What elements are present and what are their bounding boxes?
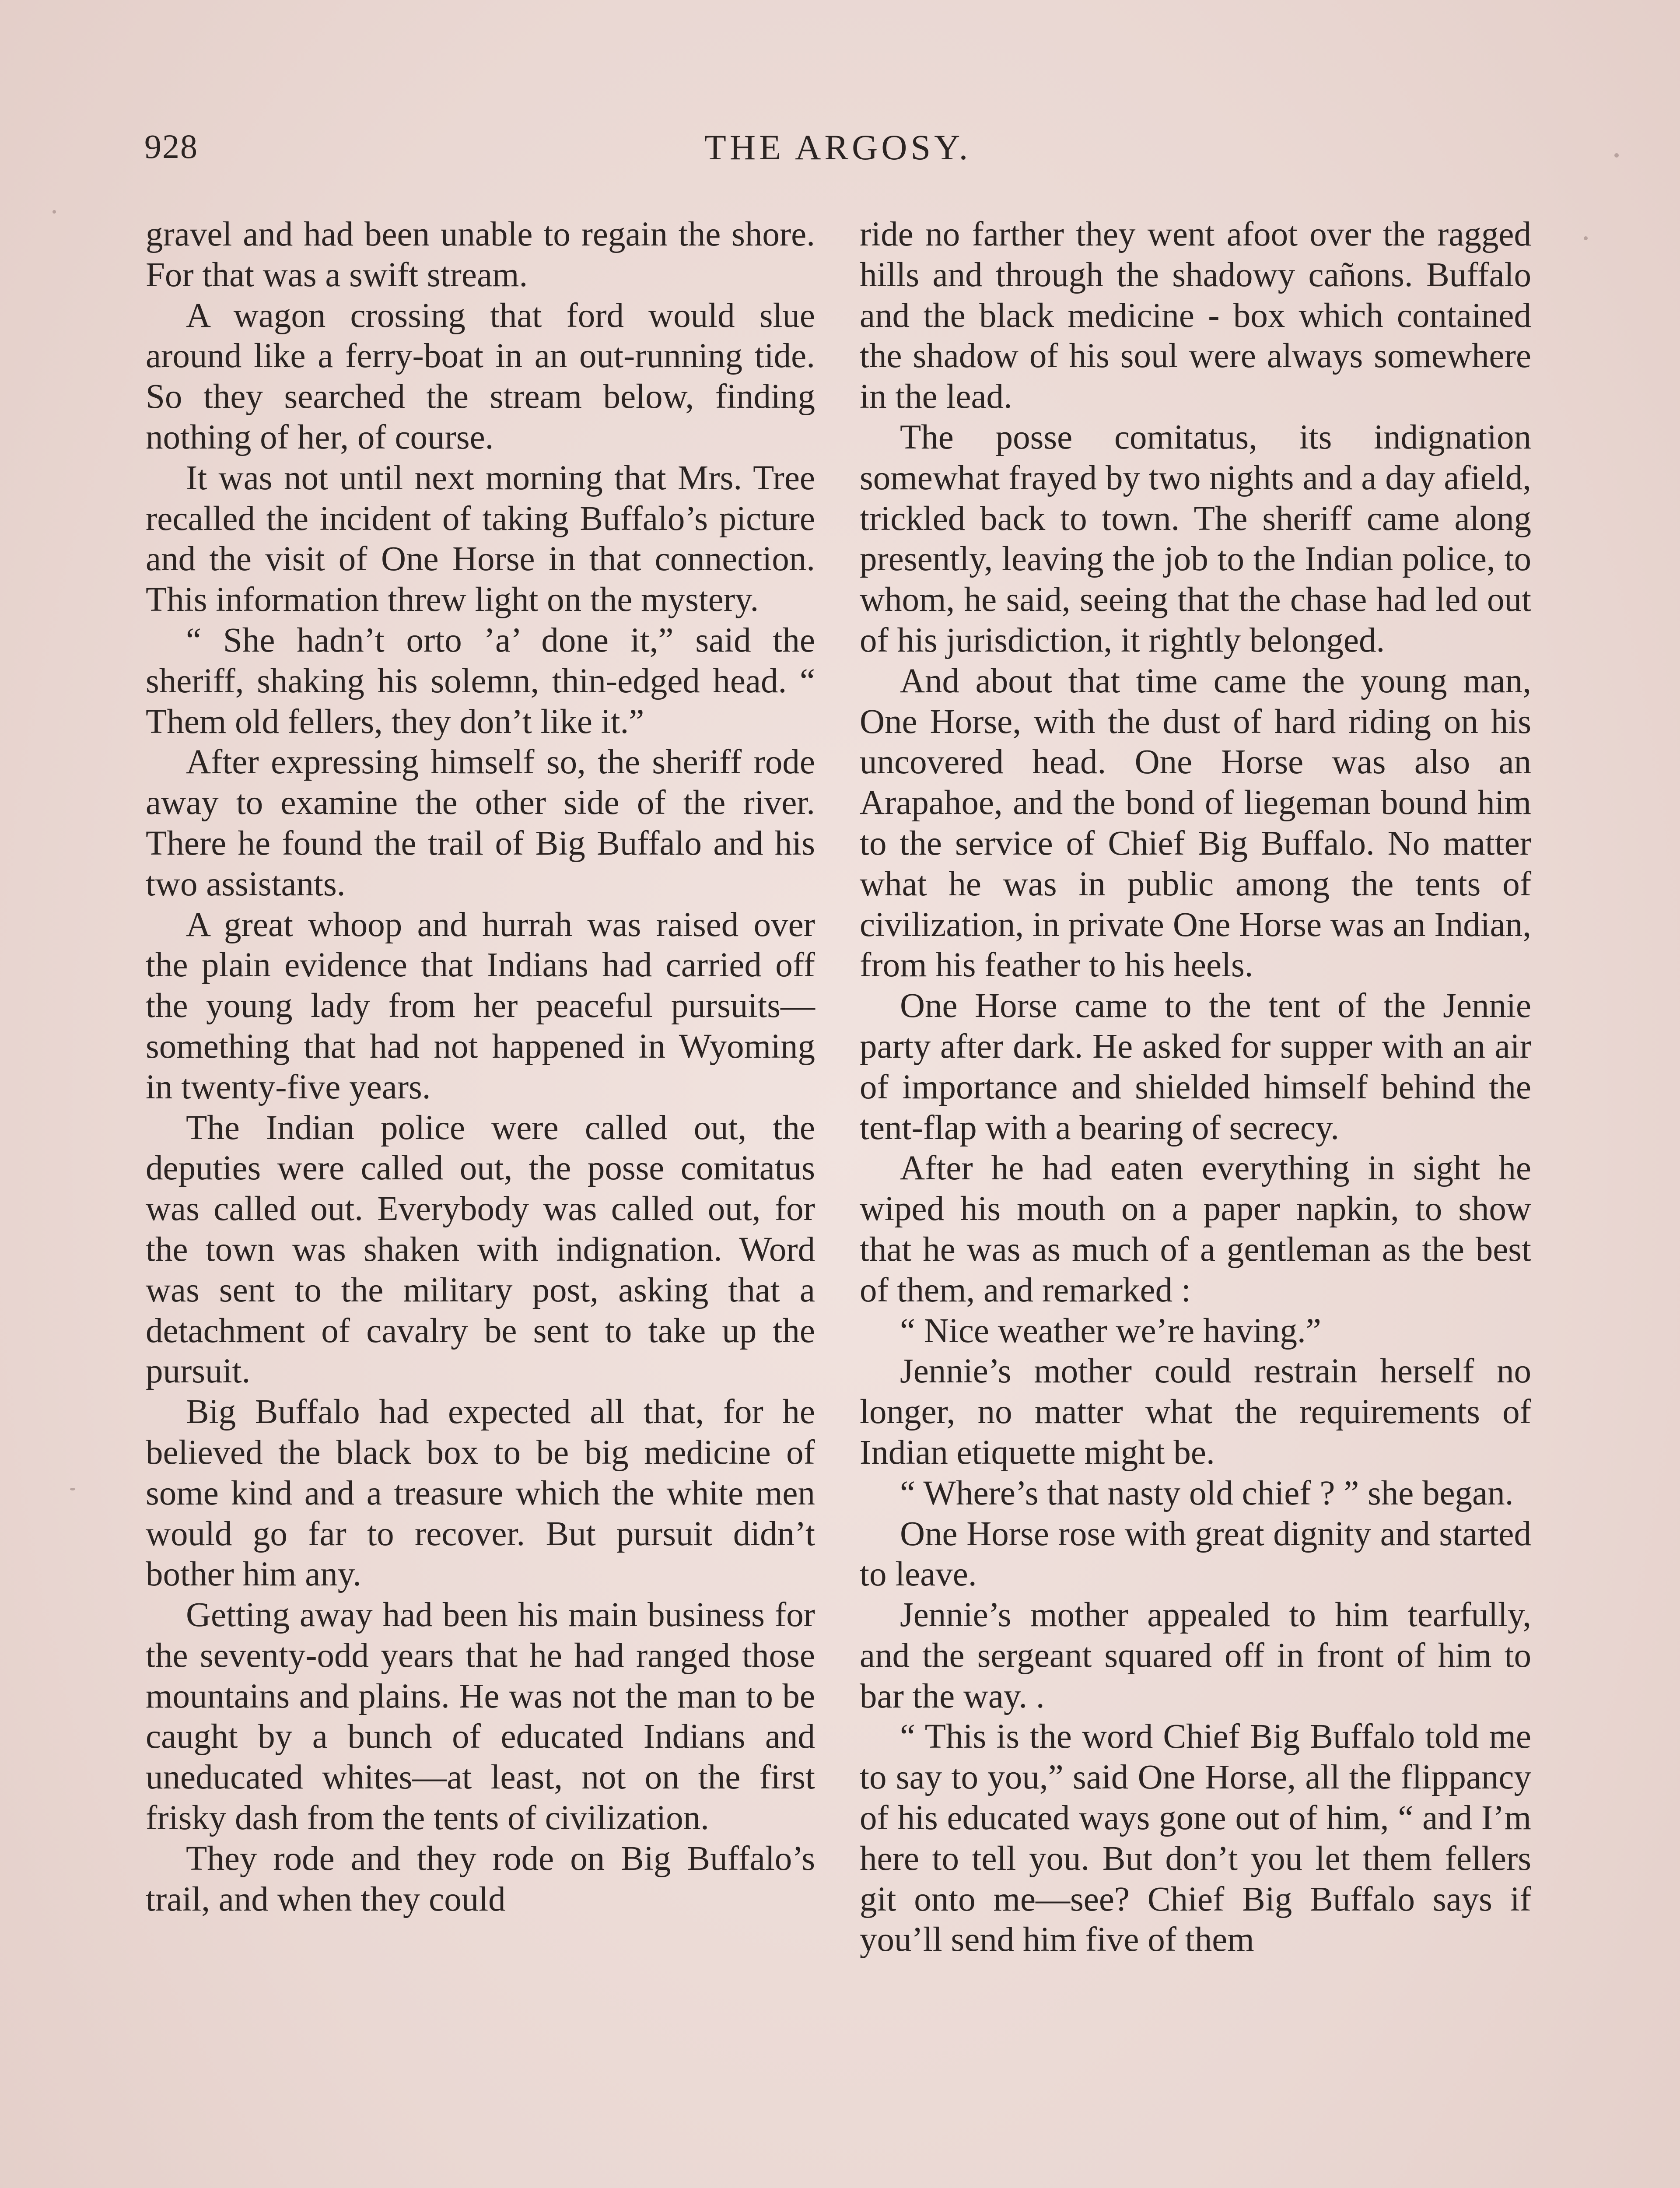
- page-header: [144, 127, 1531, 184]
- paragraph: “ This is the word Chief Big Buffalo told me to say to you,” said One Horse, all the flippancy of his educated ways gone out of him, “ and I’m here to tell you. But don’t you let them fellers git onto me—see? Chief Big Buffalo says if you’ll send him five of them: [860, 1718, 1531, 1959]
- paper-speck: [70, 1488, 75, 1490]
- paragraph: “ Nice weather we’re having.”: [900, 1311, 1321, 1350]
- running-head: THE ARGOSY.: [704, 127, 972, 167]
- paragraph: ride no farther they went afoot over the ragged hills and through the shadowy cañons. Buffalo and the black medicine - box which contained the shadow of his soul were always somewhere in the lead.: [860, 215, 1531, 416]
- paper-speck: [52, 210, 56, 214]
- paragraph: Jennie’s mother could restrain herself no longer, no matter what the requirements of Indian etiquette might be.: [860, 1352, 1531, 1472]
- paragraph: One Horse rose with great dignity and started to leave.: [860, 1515, 1531, 1594]
- paragraph: It was not until next morning that Mrs. Tree recalled the incident of taking Buffalo’s picture and the visit of One Horse in that connection. This information threw light on the mystery.: [146, 459, 815, 619]
- paragraph: gravel and had been unable to regain the shore. For that was a swift stream.: [146, 215, 815, 294]
- page-number: 928: [144, 127, 198, 165]
- paragraph: “ She hadn’t orto ’a’ done it,” said the sheriff, shaking his solemn, thin-edged head. “ Them old fellers, they don’t like it.”: [146, 621, 815, 741]
- paragraph: They rode and they rode on Big Buffalo’s trail, and when they could: [146, 1839, 815, 1918]
- right-column: [860, 214, 1531, 1960]
- paragraph: Jennie’s mother appealed to him tearfully, and the sergeant squared off in front of him to bar the way. .: [860, 1596, 1531, 1715]
- paragraph: The posse comitatus, its indignation somewhat frayed by two nights and a day afield, trickled back to town. The sheriff came along presently, leaving the job to the Indian police, to whom, he said, seeing that the chase had led out of his jurisdiction, it rightly belonged.: [860, 418, 1531, 659]
- paragraph: One Horse came to the tent of the Jennie party after dark. He asked for supper with an air of importance and shielded himself behind the tent-flap with a bearing of secrecy.: [860, 987, 1531, 1147]
- paper-speck: [1614, 153, 1619, 158]
- paragraph: The Indian police were called out, the deputies were called out, the posse comitatus was called out. Everybody was called out, for the town was shaken with indignation. Word was sent to the military post, asking that a detachment of cavalry be sent to take up the pursuit.: [146, 1108, 815, 1391]
- paragraph: After he had eaten everything in sight he wiped his mouth on a paper napkin, to show that he was as much of a gentleman as the best of them, and remarked :: [860, 1149, 1531, 1309]
- paragraph: A great whoop and hurrah was raised over the plain evidence that Indians had carried off the young lady from her peaceful pursuits—something that had not happened in Wyoming in twenty-five years.: [146, 905, 815, 1106]
- paper-speck: [1584, 236, 1588, 240]
- paragraph: “ Where’s that nasty old chief ? ” she began.: [900, 1474, 1514, 1512]
- paragraph: After expressing himself so, the sheriff rode away to examine the other side of the river. There he found the trail of Big Buffalo and his two assistants.: [146, 743, 815, 903]
- left-column: [146, 214, 815, 1920]
- paragraph: Big Buffalo had expected all that, for he believed the black box to be big medicine of some kind and a treasure which the white men would go far to recover. But pursuit didn’t bother him any.: [146, 1393, 815, 1594]
- paragraph: Getting away had been his main business for the seventy-odd years that he had ranged those mountains and plains. He was not the man to be caught by a bunch of educated Indians and uneducated whites—at least, not on the first frisky dash from the tents of civilization.: [146, 1596, 815, 1837]
- paragraph: A wagon crossing that ford would slue around like a ferry-boat in an out-running tide. So they searched the stream below, finding nothing of her, of course.: [146, 296, 815, 456]
- paragraph: And about that time came the young man, One Horse, with the dust of hard riding on his uncovered head. One Horse was also an Arapahoe, and the bond of liegeman bound him to the service of Chief Big Buffalo. No matter what he was in public among the tents of civilization, in private One Horse was an Indian, from his feather to his heels.: [860, 662, 1531, 985]
